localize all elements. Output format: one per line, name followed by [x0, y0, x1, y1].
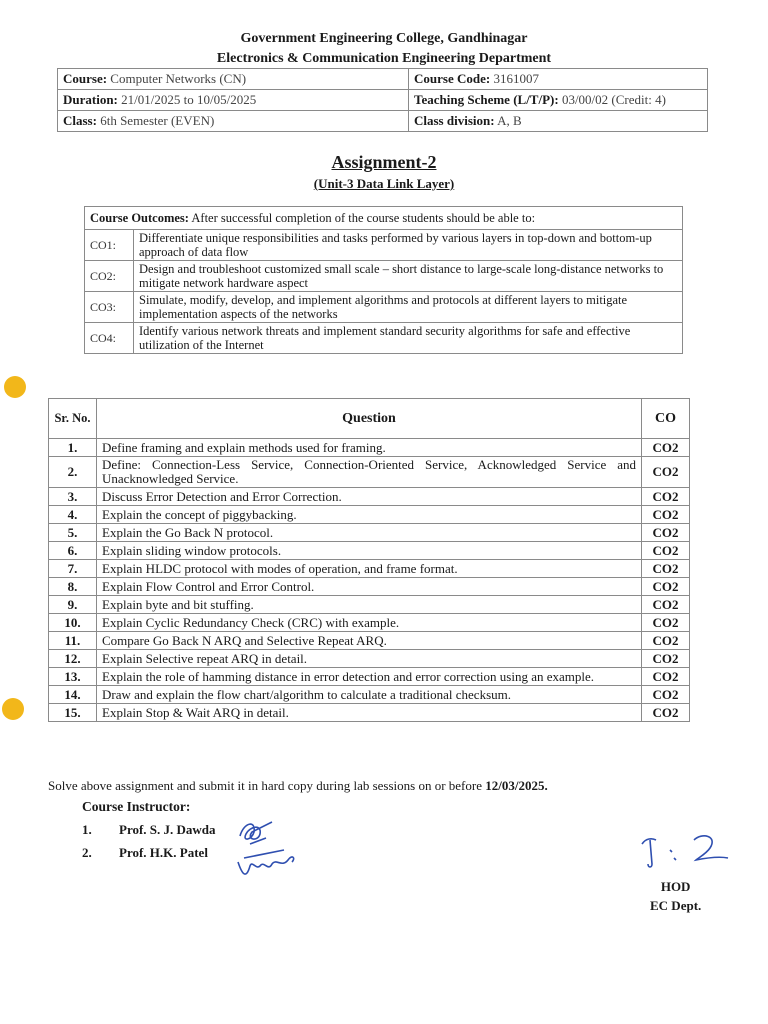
question-row: [49, 439, 690, 457]
question-co: CO2: [642, 578, 690, 596]
question-row: [49, 704, 690, 722]
outcome-row: [85, 292, 683, 323]
instructor-name: Prof. S. J. Dawda: [119, 822, 216, 837]
hole-punch-mark: [2, 698, 24, 720]
col-sr-no: Sr. No.: [49, 399, 97, 439]
question-row: [49, 596, 690, 614]
scheme-value: 03/00/02 (Credit: 4): [561, 92, 666, 107]
question-number: 8.: [49, 578, 97, 596]
question-text: Explain byte and bit stuffing.: [97, 596, 642, 614]
question-co: CO2: [642, 650, 690, 668]
question-co: CO2: [642, 457, 690, 488]
question-co: CO2: [642, 524, 690, 542]
question-co: CO2: [642, 668, 690, 686]
question-row: [49, 560, 690, 578]
question-row: [49, 506, 690, 524]
class-value: 6th Semester (EVEN): [100, 113, 215, 128]
class-label: Class:: [63, 113, 97, 128]
question-co: CO2: [642, 560, 690, 578]
question-number: 6.: [49, 542, 97, 560]
question-row: [49, 524, 690, 542]
question-text: Explain Flow Control and Error Control.: [97, 578, 642, 596]
college-name: Government Engineering College, Gandhinagar: [240, 31, 528, 46]
outcome-code: CO4:: [85, 323, 134, 354]
question-row: [49, 488, 690, 506]
question-number: 10.: [49, 614, 97, 632]
question-row: [49, 457, 690, 488]
outcome-code: CO1:: [85, 230, 134, 261]
instructor-num: 2.: [82, 845, 92, 860]
question-number: 9.: [49, 596, 97, 614]
question-number: 3.: [49, 488, 97, 506]
question-co: CO2: [642, 596, 690, 614]
assignment-title: Assignment-2: [331, 152, 437, 172]
course-info-table: [57, 68, 708, 132]
question-text: Explain the role of hamming distance in error detection and error correction using an example.: [97, 668, 642, 686]
question-text: Explain HLDC protocol with modes of operation, and frame format.: [97, 560, 642, 578]
instructor-item: [82, 845, 208, 861]
scheme-label: Teaching Scheme (L/T/P):: [414, 92, 559, 107]
outcome-text: Design and troubleshoot customized small scale – short distance to large-scale long-distance networks to mitigate network hardware aspect: [134, 261, 683, 292]
note-text: Solve above assignment and submit it in hard copy during lab sessions on or before: [48, 778, 482, 793]
question-text: Explain sliding window protocols.: [97, 542, 642, 560]
question-text: Compare Go Back N ARQ and Selective Repeat ARQ.: [97, 632, 642, 650]
hod-signature-block: [650, 877, 701, 915]
question-co: CO2: [642, 542, 690, 560]
course-code-value: 3161007: [493, 71, 539, 86]
question-number: 14.: [49, 686, 97, 704]
col-question: Question: [97, 399, 642, 439]
duration-label: Duration:: [63, 92, 118, 107]
question-row: [49, 614, 690, 632]
department-name: Electronics & Communication Engineering Department: [216, 51, 552, 66]
question-co: CO2: [642, 488, 690, 506]
questions-table: [48, 398, 690, 722]
question-row: [49, 578, 690, 596]
instructor-num: 1.: [82, 822, 92, 837]
question-number: 15.: [49, 704, 97, 722]
instructor-item: [82, 822, 216, 838]
question-number: 13.: [49, 668, 97, 686]
question-text: Explain the Go Back N protocol.: [97, 524, 642, 542]
course-label: Course:: [63, 71, 108, 86]
division-label: Class division:: [414, 113, 495, 128]
hod-dept: EC Dept.: [650, 898, 702, 913]
question-co: CO2: [642, 614, 690, 632]
submission-note: [48, 778, 548, 794]
outcome-row: [85, 261, 683, 292]
question-number: 11.: [49, 632, 97, 650]
question-co: CO2: [642, 439, 690, 457]
question-text: Define: Connection-Less Service, Connection-Oriented Service, Acknowledged Service and Unacknowledged Service.: [97, 457, 642, 488]
outcome-code: CO2:: [85, 261, 134, 292]
hod-title: HOD: [660, 879, 691, 894]
signature-instructors: [232, 810, 302, 885]
question-text: Define framing and explain methods used for framing.: [97, 439, 642, 457]
outcome-row: [85, 230, 683, 261]
question-co: CO2: [642, 686, 690, 704]
question-co: CO2: [642, 506, 690, 524]
question-number: 4.: [49, 506, 97, 524]
course-outcomes-table: [84, 206, 683, 354]
question-row: [49, 668, 690, 686]
outcome-text: Identify various network threats and implement standard security algorithms for safe and effective utilization of the Internet: [134, 323, 683, 354]
question-text: Draw and explain the flow chart/algorithm to calculate a traditional checksum.: [97, 686, 642, 704]
deadline: 12/03/2025.: [485, 778, 548, 793]
question-co: CO2: [642, 632, 690, 650]
question-row: [49, 542, 690, 560]
outcomes-heading-label: Course Outcomes:: [90, 211, 189, 225]
instructor-name: Prof. H.K. Patel: [119, 845, 208, 860]
question-number: 1.: [49, 439, 97, 457]
hole-punch-mark: [4, 376, 26, 398]
question-text: Explain Selective repeat ARQ in detail.: [97, 650, 642, 668]
question-text: Explain the concept of piggybacking.: [97, 506, 642, 524]
question-row: [49, 650, 690, 668]
outcome-code: CO3:: [85, 292, 134, 323]
question-number: 2.: [49, 457, 97, 488]
question-text: Explain Stop & Wait ARQ in detail.: [97, 704, 642, 722]
question-text: Discuss Error Detection and Error Correction.: [97, 488, 642, 506]
question-number: 7.: [49, 560, 97, 578]
question-number: 12.: [49, 650, 97, 668]
outcome-text: Simulate, modify, develop, and implement algorithms and protocols at different layers to mitigate implementation aspects of the networks: [134, 292, 683, 323]
question-text: Explain Cyclic Redundancy Check (CRC) with example.: [97, 614, 642, 632]
col-co: CO: [642, 399, 690, 439]
outcome-row: [85, 323, 683, 354]
question-row: [49, 632, 690, 650]
assignment-subtitle: (Unit-3 Data Link Layer): [313, 176, 455, 191]
division-value: A, B: [497, 113, 522, 128]
signature-hod: [636, 830, 736, 872]
course-code-label: Course Code:: [414, 71, 491, 86]
question-number: 5.: [49, 524, 97, 542]
duration-value: 21/01/2025 to 10/05/2025: [121, 92, 257, 107]
outcome-text: Differentiate unique responsibilities and tasks performed by various layers in top-down and bottom-up approach of data flow: [134, 230, 683, 261]
question-row: [49, 686, 690, 704]
course-value: Computer Networks (CN): [110, 71, 247, 86]
instructor-heading: Course Instructor:: [82, 799, 191, 814]
question-co: CO2: [642, 704, 690, 722]
questions-body: [49, 439, 690, 722]
outcomes-heading-text: After successful completion of the course students should be able to:: [191, 211, 536, 225]
